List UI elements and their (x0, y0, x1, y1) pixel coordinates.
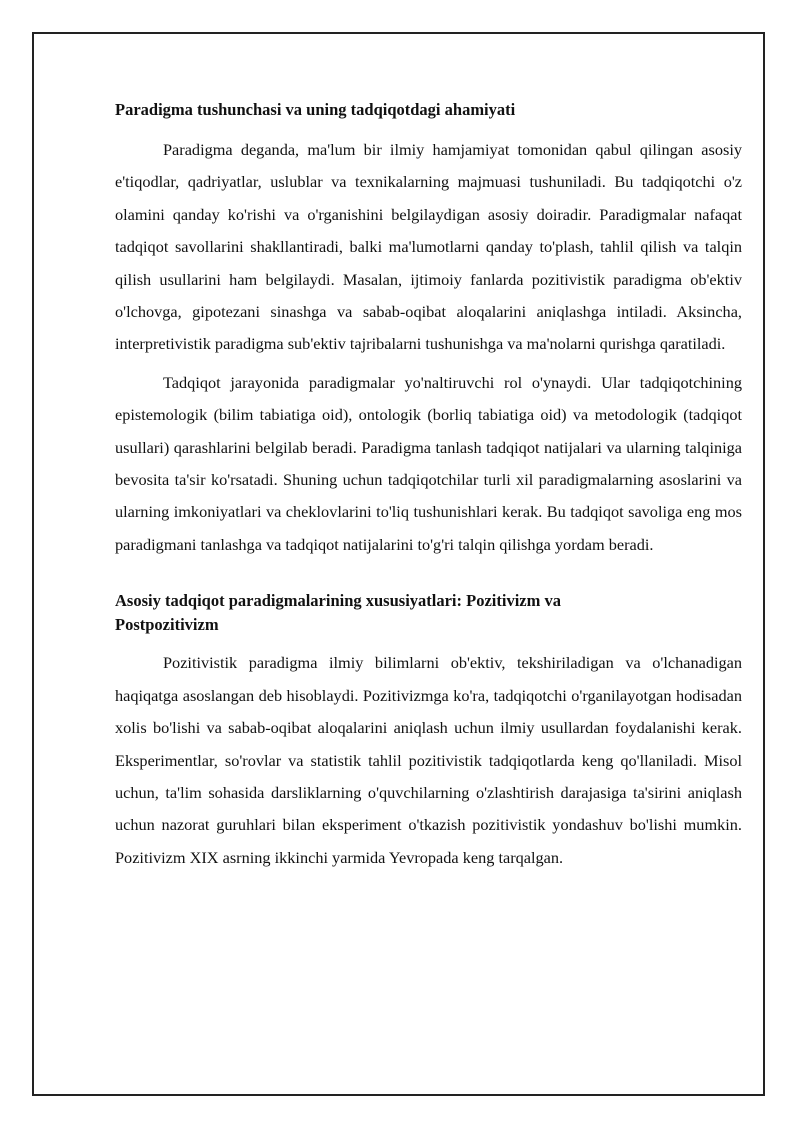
section-heading-paradigm-concept: Paradigma tushunchasi va uning tadqiqotdagi ahamiyati (115, 100, 516, 119)
paragraph-paradigm-role: Tadqiqot jarayonida paradigmalar yo'naltiruvchi rol o'ynaydi. Ular tadqiqotchining epistemologik (bilim tabiatiga oid), ontologik (borliq tabiatiga oid) va metodologik (tadqiqot usullari) qarashlarini belgilab beradi. Paradigma tanlash tadqiqot natijalari va ularning talqiniga bevosita ta'sir ko'rsatadi. Shuning uchun tadqiqotchilar turli xil paradigmalarning asoslarini va ularning imkoniyatlari va cheklovlarini to'liq tushunishlari kerak. Bu tadqiqot savoliga eng mos paradigmani tanlashga va tadqiqot natijalarini to'g'ri talqin qilishga yordam beradi. (115, 372, 742, 554)
paragraph-paradigm-definition: Paradigma deganda, ma'lum bir ilmiy hamjamiyat tomonidan qabul qilingan asosiy e'tiqodlar, qadriyatlar, uslublar va texnikalarning majmuasi tushuniladi. Bu tadqiqotchi o'z olamini qanday ko'rishi va o'rganishini belgilaydigan asosiy doiradir. Paradigmalar nafaqat tadqiqot savollarini shakllantiradi, balki ma'lumotlarni qanday to'plash, tahlil qilish va talqin qilish usullarini ham belgilaydi. Masalan, ijtimoiy fanlarda pozitivistik paradigma ob'ektiv o'lchovga, gipotezani sinashga va sabab-oqibat aloqalarini aniqlashga intiladi. Aksincha, interpretivistik paradigma sub'ektiv tajribalarni tushunishga va ma'nolarni qurishga qaratiladi. (115, 140, 742, 354)
document-body (115, 98, 742, 880)
paragraph-positivism: Pozitivistik paradigma ilmiy bilimlarni ob'ektiv, tekshiriladigan va o'lchanadigan haqiqatga asoslangan deb hisoblaydi. Pozitivizmga ko'ra, tadqiqotchi o'rganilayotgan hodisadan xolis bo'lishi va sabab-oqibat aloqalarini aniqlash uchun ilmiy usullardan foydalanishi kerak. Eksperimentlar, so'rovlar va statistik tahlil pozitivistik tadqiqotlarda keng qo'llaniladi. Misol uchun, ta'lim sohasida darsliklarning o'quvchilarning o'zlashtirish darajasiga ta'sirini aniqlash uchun nazorat guruhlari bilan eksperiment o'tkazish pozitivistik yondashuv bo'lishi mumkin. Pozitivizm XIX asrning ikkinchi yarmida Yevropada keng tarqalgan. (115, 653, 742, 867)
section-heading-positivism (115, 589, 742, 637)
section-heading-positivism-line1: Asosiy tadqiqot paradigmalarining xususiyatlari: Pozitivizm va (115, 591, 561, 611)
section-heading-positivism-line2: Postpozitivizm (115, 615, 219, 635)
